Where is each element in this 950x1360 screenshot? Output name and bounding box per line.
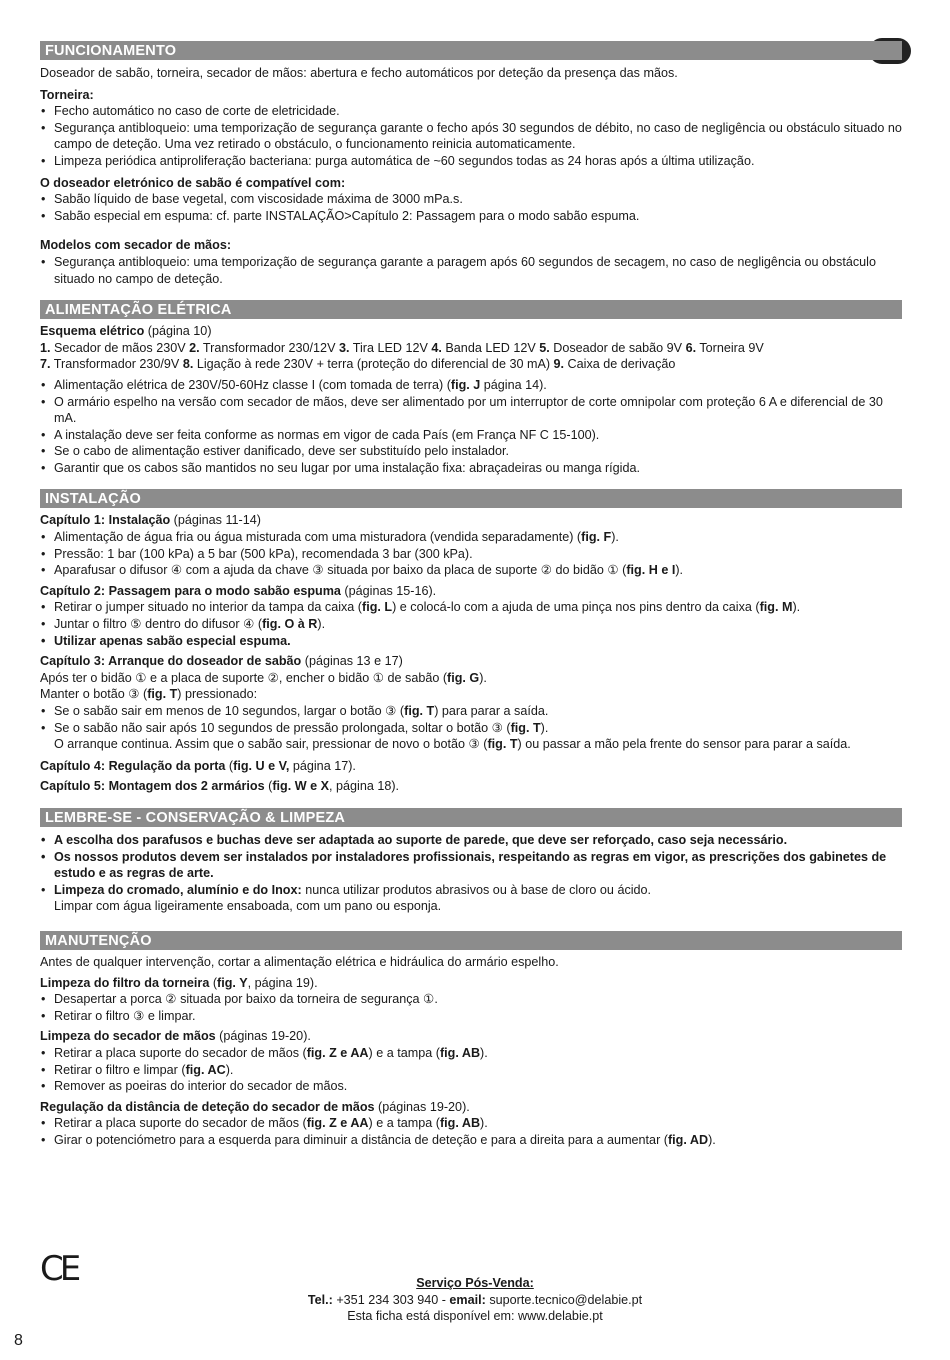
list-item: • Sabão especial em espuma: cf. parte INSTALAÇÃO>Capítulo 2: Passagem para o modo sabão espuma. [40, 208, 902, 225]
legend-text: Secador de mãos 230V [50, 340, 190, 355]
text: ) e a tampa ( [368, 1045, 440, 1060]
subheading-torneira: Torneira: [40, 87, 94, 102]
figure-ref: fig. T [404, 704, 435, 718]
list-item [40, 616, 902, 633]
figure-ref: fig. L [362, 600, 393, 615]
legend-number: 4. [431, 340, 442, 355]
text: página 17). [289, 758, 356, 773]
figure-ref: fig. T [487, 737, 518, 752]
text: ). [225, 1062, 234, 1077]
list-item: • Remover as poeiras do interior do secador de mãos. [40, 1078, 902, 1095]
text: ( [209, 975, 218, 990]
chapter-3-heading [40, 653, 902, 670]
scheme-heading-pages: (página 10) [144, 324, 212, 339]
subheading: Limpeza do secador de mãos [40, 1029, 216, 1044]
scheme-legend-line-1 [40, 340, 902, 357]
text: Retirar o jumper situado no interior da tampa da caixa ( [54, 600, 362, 615]
figure-ref: fig. J [450, 377, 481, 392]
section-header-instalacao: INSTALAÇÃO [40, 489, 902, 508]
chapter-pages: (páginas 11-14) [170, 513, 261, 528]
text: , página 18). [329, 779, 400, 794]
email-address: suporte.tecnico@delabie.pt [485, 1292, 643, 1307]
text: Retirar a placa suporte do secador de mãos ( [54, 1045, 307, 1060]
legend-text: Banda LED 12V [441, 340, 540, 355]
list-item: • O armário espelho na versão com secador de mãos, deve ser alimentado por um interruptor de corte omnipolar com proteção 6 A e diferencial de 30 mA. [40, 394, 902, 427]
list-item: • Utilizar apenas sabão especial espuma. [40, 633, 902, 650]
text: ). [480, 1045, 488, 1060]
legend-number: 2. [189, 340, 200, 355]
legend-text: Torneira 9V [696, 340, 764, 355]
list-item [40, 1115, 902, 1132]
section-header-funcionamento: FUNCIONAMENTO [40, 41, 902, 60]
figure-ref: fig. T [147, 687, 178, 702]
list-item: • A instalação deve ser feita conforme as normas em vigor de cada País (em França NF C 15-100). [40, 427, 902, 444]
text: Aparafusar o difusor ④ com a ajuda da chave ③ situada por baixo da placa de suporte ② do bidão ① ( [54, 563, 627, 578]
list-item: • Fecho automático no caso de corte de eletricidade. [40, 103, 902, 120]
text: Retirar a placa suporte do secador de mãos ( [54, 1116, 307, 1131]
list-item [40, 377, 902, 394]
text: ). [611, 530, 619, 545]
text: ) ou passar a mão pela frente do sensor para parar a saída. [517, 737, 851, 752]
legend-text: Caixa de derivação [564, 357, 676, 372]
scheme-heading-label: Esquema elétrico [40, 324, 145, 339]
text: ) e a tampa ( [368, 1116, 440, 1131]
text: Após ter o bidão ① e a placa de suporte ②, encher o bidão ① de sabão ( [40, 670, 448, 685]
chapter-title: Capítulo 1: Instalação [40, 513, 171, 528]
legend-number: 3. [338, 340, 350, 355]
figure-ref: fig. O à R [262, 617, 318, 632]
figure-ref: fig. AB [439, 1045, 481, 1060]
list-item: • Retirar o filtro ③ e limpar. [40, 1008, 902, 1025]
legend-text: Transformador 230/12V [199, 340, 339, 355]
list-item [40, 599, 902, 616]
intro-text: Doseador de sabão, torneira, secador de mãos: abertura e fecho automáticos por deteção da presença das mãos. [40, 66, 678, 80]
list-item [40, 1132, 902, 1149]
chapter-title: Capítulo 4: Regulação da porta [40, 758, 226, 773]
scheme-heading [40, 323, 902, 340]
text: página 14). [480, 377, 547, 392]
figure-ref: fig. Z e AA [306, 1116, 369, 1131]
chapter-4-heading [40, 758, 902, 775]
chapter-pages: (páginas 15-16). [340, 583, 437, 598]
figure-ref: fig. AC [185, 1062, 226, 1077]
list-item: • Desapertar a porca ② situada por baixo da torneira de segurança ①. [40, 991, 902, 1008]
legend-number: 6. [685, 340, 697, 355]
text: Limpar com água ligeiramente ensaboada, com um pano ou esponja. [54, 899, 442, 914]
paragraph [40, 686, 902, 703]
text: ). [792, 600, 801, 615]
text: Alimentação de água fria ou água misturada com uma misturadora (vendida separadamente) ( [54, 530, 582, 545]
figure-ref: fig. T [510, 720, 541, 735]
filter-heading [40, 975, 902, 992]
legend-number: 1. [40, 340, 51, 355]
section-header-lembre-se: LEMBRE-SE - CONSERVAÇÃO & LIMPEZA [40, 808, 902, 827]
phone-number: +351 234 303 940 - [332, 1292, 450, 1307]
figure-ref: fig. M [759, 600, 793, 615]
text: (páginas 19-20). [215, 1029, 311, 1044]
text: Girar o potenciómetro para a esquerda para diminuir a distância de deteção e para a direita para a aumentar ( [54, 1132, 668, 1147]
scheme-legend-line-2 [40, 356, 902, 373]
subheading: Regulação da distância de deteção do secador de mãos [40, 1099, 375, 1114]
text: ). [480, 1116, 488, 1131]
legend-text: Transformador 230/9V [50, 357, 183, 372]
text: (páginas 19-20). [374, 1099, 470, 1114]
list-item: • Pressão: 1 bar (100 kPa) a 5 bar (500 kPa), recomendada 3 bar (300 kPa). [40, 546, 902, 563]
legend-number: 8. [182, 357, 194, 372]
text: ( [225, 758, 234, 773]
section-header-manutencao: MANUTENÇÃO [40, 931, 902, 950]
chapter-title: Capítulo 3: Arranque do doseador de sabão [40, 654, 302, 669]
paragraph [40, 670, 902, 687]
text: ). [317, 617, 326, 632]
list-item [40, 529, 902, 546]
chapter-title: Capítulo 2: Passagem para o modo sabão espuma [40, 583, 341, 598]
list-item: • Os nossos produtos devem ser instalados por instaladores profissionais, respeitando as regras em vigor, as prescrições dos gabinetes de estudo e as regras de arte. [40, 849, 902, 882]
text: Se o sabão não sair após 10 segundos de pressão prolongada, soltar o botão ③ ( [54, 720, 511, 735]
legend-text: Tira LED 12V [349, 340, 432, 355]
text: Juntar o filtro ⑤ dentro do difusor ④ ( [54, 617, 263, 632]
list-item: • Segurança antibloqueio: uma temporização de segurança garante o fecho após 30 segundos de débito, no caso de negligência ou obstáculo situado no campo de deteção. Uma vez retirado o obstáculo, o funcionamento reinicia automaticamente. [40, 120, 902, 153]
text: Se o sabão sair em menos de 10 segundos, largar o botão ③ ( [54, 704, 405, 718]
list-item: • Sabão líquido de base vegetal, com viscosidade máxima de 3000 mPa.s. [40, 191, 902, 208]
footer-contact [0, 1292, 950, 1309]
text: ) para parar a saída. [434, 704, 549, 718]
text: Alimentação elétrica de 230V/50-60Hz classe I (com tomada de terra) ( [54, 377, 451, 392]
list-item: • Segurança antibloqueio: uma temporização de segurança garante a paragem após 60 segundos de secagem, no caso de negligência ou obstáculo situado no campo de deteção. [40, 254, 902, 287]
figure-ref: fig. G [447, 670, 480, 685]
figure-ref: fig. AD [667, 1132, 709, 1147]
figure-ref: fig. H e I [626, 563, 676, 578]
list-item [40, 703, 902, 720]
email-label: email: [449, 1292, 486, 1307]
subheading-doseador: O doseador eletrónico de sabão é compatível com: [40, 175, 346, 190]
text: ) e colocá-lo com a ajuda de uma pinça nos pins dentro da caixa ( [392, 600, 760, 615]
list-item [40, 562, 902, 579]
text: O arranque continua. Assim que o sabão sair, pressionar de novo o botão ③ ( [54, 737, 488, 752]
figure-ref: fig. U e V, [233, 758, 290, 773]
legend-text: Doseador de sabão 9V [549, 340, 686, 355]
figure-ref: fig. Y [217, 975, 248, 990]
text: ). [675, 563, 684, 578]
chapter-5-heading [40, 778, 902, 795]
text: Limpeza do cromado, alumínio e do Inox: [54, 882, 302, 897]
text: , página 19). [247, 975, 318, 990]
list-item: • Se o cabo de alimentação estiver danificado, deve ser substituído pelo instalador. [40, 443, 902, 460]
subheading-secador: Modelos com secador de mãos: [40, 238, 232, 253]
figure-ref: fig. Z e AA [306, 1045, 369, 1060]
legend-number: 9. [553, 357, 565, 372]
ce-mark-logo: CE [40, 1249, 78, 1289]
chapter-title: Capítulo 5: Montagem dos 2 armários [40, 779, 265, 794]
text: ). [540, 720, 549, 735]
text: nunca utilizar produtos abrasivos ou à base de cloro ou ácido. [301, 882, 652, 897]
subheading: Limpeza do filtro da torneira [40, 975, 210, 990]
legend-number: 5. [539, 340, 550, 355]
footer-note: Esta ficha está disponível em: www.delabie.pt [347, 1309, 603, 1324]
chapter-1-heading [40, 512, 902, 529]
chapter-2-heading [40, 583, 902, 600]
phone-label: Tel.: [307, 1292, 333, 1307]
intro-text: Antes de qualquer intervenção, cortar a alimentação elétrica e hidráulica do armário espelho. [40, 954, 559, 969]
text: ). [708, 1132, 716, 1147]
list-item [40, 882, 902, 915]
page-number: 8 [14, 1332, 23, 1349]
chapter-pages: (páginas 13 e 17) [301, 654, 403, 669]
text: Retirar o filtro e limpar ( [54, 1062, 186, 1077]
list-item: • Garantir que os cabos são mantidos no seu lugar por uma instalação fixa: abraçadeiras ou manga rígida. [40, 460, 902, 477]
dryer-cleaning-heading [40, 1028, 902, 1045]
text: ). [479, 670, 487, 685]
list-item: • A escolha dos parafusos e buchas deve ser adaptada ao suporte de parede, que deve ser reforçado, caso seja necessário. [40, 832, 902, 849]
list-item [40, 720, 902, 753]
text: Manter o botão ③ ( [40, 687, 148, 702]
footer [0, 1275, 950, 1325]
section-header-alimentacao: ALIMENTAÇÃO ELÉTRICA [40, 300, 902, 319]
text: ) pressionado: [177, 687, 258, 702]
text: ( [264, 779, 273, 794]
dryer-regulation-heading [40, 1099, 902, 1116]
list-item [40, 1045, 902, 1062]
page-content [40, 41, 902, 1148]
figure-ref: fig. F [581, 530, 612, 545]
legend-text: Ligação à rede 230V + terra (proteção do diferencial de 30 mA) [193, 357, 554, 372]
figure-ref: fig. AB [439, 1116, 481, 1131]
legend-number: 7. [40, 357, 51, 372]
footer-title: Serviço Pós-Venda: [416, 1276, 534, 1290]
figure-ref: fig. W e X [272, 779, 330, 794]
list-item [40, 1062, 902, 1079]
list-item: • Limpeza periódica antiproliferação bacteriana: purga automática de ~60 segundos todas as 24 horas após a última utilização. [40, 153, 902, 170]
